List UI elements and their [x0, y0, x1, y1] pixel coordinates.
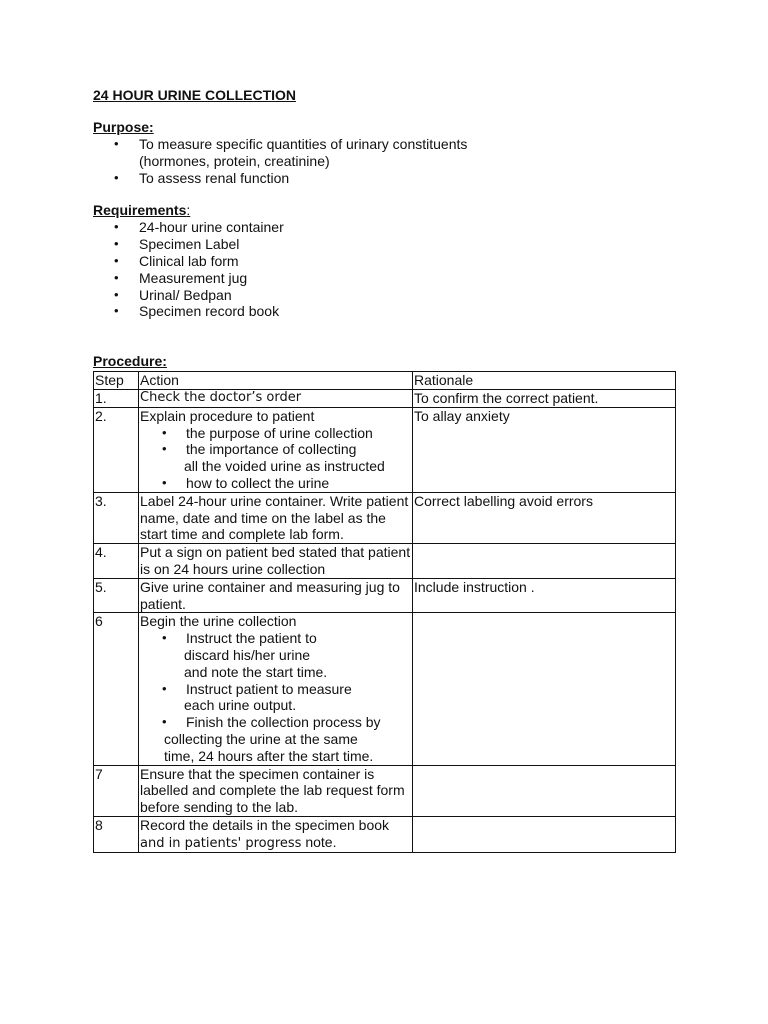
- bullet-line: Instruct patient to measure: [186, 680, 352, 697]
- requirements-heading-colon: :: [186, 202, 191, 219]
- rationale-cell: Correct labelling avoid errors: [413, 492, 676, 543]
- column-header-action: Action: [139, 372, 413, 390]
- table-header-row: [94, 372, 676, 390]
- action-text: Record the details in the specimen book: [140, 816, 390, 833]
- action-cell: Label 24-hour urine container. Write patient name, date and time on the label as the start time and complete lab form.: [139, 492, 413, 543]
- action-cell: Ensure that the specimen container is labelled and complete the lab request form before sending to the lab.: [139, 765, 413, 816]
- list-item: [140, 714, 411, 764]
- rationale-cell: [413, 816, 676, 853]
- table-row: [94, 613, 676, 765]
- action-bullet-list: [140, 630, 411, 764]
- purpose-list: [93, 136, 675, 186]
- requirements-list: [93, 219, 675, 320]
- rationale-cell: To confirm the correct patient.: [413, 389, 676, 407]
- rationale-cell: To allay anxiety: [413, 407, 676, 492]
- action-cell: [139, 613, 413, 765]
- requirements-heading-text: Requirements: [93, 202, 187, 219]
- procedure-table: [93, 371, 676, 853]
- list-item: [140, 425, 411, 442]
- list-item: • Urinal/ Bedpan: [93, 287, 675, 304]
- step-cell: 4.: [94, 544, 139, 579]
- bullet-line: and note the start time.: [184, 663, 328, 680]
- purpose-heading: Purpose:: [93, 119, 154, 135]
- purpose-item-text: To measure specific quantities of urinary constituents: [139, 136, 468, 152]
- action-text: note.: [301, 833, 337, 850]
- table-row: [94, 389, 676, 407]
- action-cell: Check the doctor’s order: [139, 389, 413, 407]
- purpose-section: [93, 119, 675, 186]
- step-cell: 5.: [94, 578, 139, 613]
- list-item: • Measurement jug: [93, 270, 675, 287]
- purpose-item-text: To assess renal function: [139, 169, 290, 186]
- step-cell: 6: [94, 613, 139, 765]
- rationale-cell: [413, 544, 676, 579]
- list-item: [140, 630, 411, 680]
- table-row: [94, 492, 676, 543]
- bullet-line: discard his/her urine: [184, 646, 311, 663]
- bullet-line: Instruct the patient to: [186, 630, 317, 647]
- list-item: • Specimen Label: [93, 236, 675, 253]
- step-cell: 1.: [94, 389, 139, 407]
- document-title: 24 HOUR URINE COLLECTION: [93, 87, 297, 103]
- column-header-rationale: Rationale: [413, 372, 676, 390]
- list-item: [93, 170, 675, 187]
- step-cell: 8: [94, 816, 139, 853]
- table-row: [94, 544, 676, 579]
- action-text: Explain procedure to patient: [140, 407, 315, 424]
- table-row: [94, 578, 676, 613]
- table-row: [94, 765, 676, 816]
- purpose-item-continuation: (hormones, protein, creatinine): [139, 152, 330, 169]
- step-cell: 7: [94, 765, 139, 816]
- action-bullet-list: [140, 425, 411, 492]
- requirements-section: [93, 202, 675, 320]
- procedure-heading: Procedure:: [93, 353, 167, 370]
- bullet-line: collecting the urine at the same: [164, 730, 358, 747]
- document-page: [93, 86, 675, 853]
- action-cell: Put a sign on patient bed stated that patient is on 24 hours urine collection: [139, 544, 413, 579]
- action-cell: [139, 816, 413, 853]
- table-row: [94, 407, 676, 492]
- list-item: • 24-hour urine container: [93, 219, 675, 236]
- requirements-heading: [93, 202, 675, 219]
- bullet-line: all the voided urine as instructed: [184, 458, 385, 475]
- list-item: • Specimen record book: [93, 303, 675, 320]
- list-item: [140, 441, 411, 475]
- rationale-cell: [413, 613, 676, 765]
- bullet-line: time, 24 hours after the start time.: [164, 747, 374, 764]
- list-item: [140, 475, 411, 492]
- action-cell: [139, 407, 413, 492]
- rationale-cell: Include instruction .: [413, 578, 676, 613]
- bullet-line: each urine output.: [184, 697, 297, 714]
- column-header-step: Step: [94, 372, 139, 390]
- list-item: [93, 136, 675, 170]
- action-cell: Give urine container and measuring jug to patient.: [139, 578, 413, 613]
- bullet-line: how to collect the urine: [186, 474, 330, 491]
- list-item: • Clinical lab form: [93, 253, 675, 270]
- bullet-line: the purpose of urine collection: [186, 424, 373, 441]
- bullet-line: the importance of collecting: [186, 441, 357, 458]
- step-cell: 2.: [94, 407, 139, 492]
- rationale-cell: [413, 765, 676, 816]
- list-item: [140, 681, 411, 715]
- step-cell: 3.: [94, 492, 139, 543]
- table-row: [94, 816, 676, 853]
- action-text: and in patients' progress: [140, 835, 302, 851]
- bullet-line: Finish the collection process by: [186, 714, 381, 731]
- action-text: Begin the urine collection: [140, 613, 297, 630]
